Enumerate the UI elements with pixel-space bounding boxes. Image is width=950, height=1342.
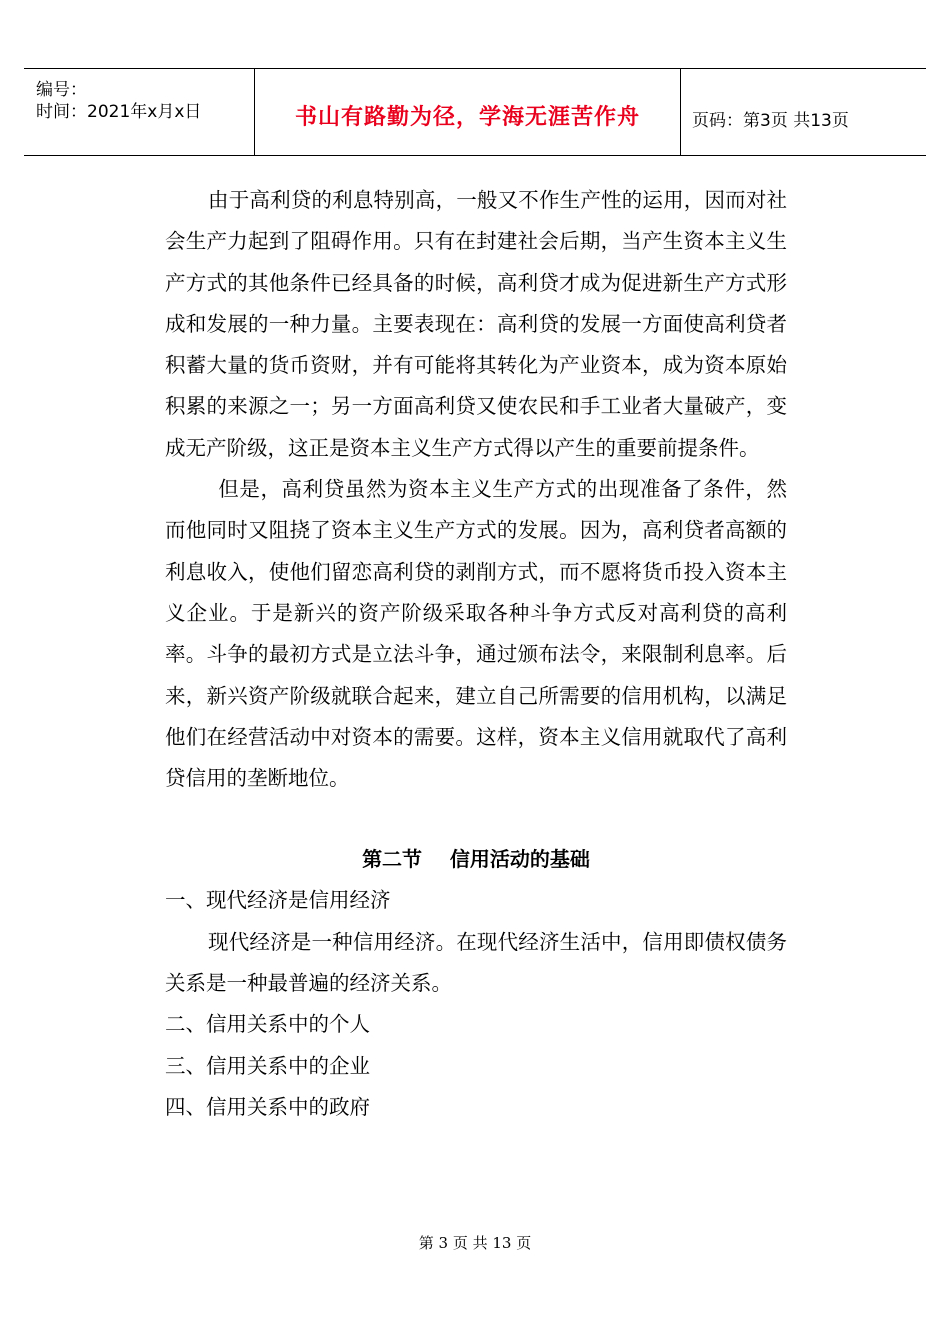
- body-paragraph-1: 由于高利贷的利息特别高，一般又不作生产性的运用，因而对社会生产力起到了阻碍作用。只有在封建社会后期，当产生资本主义生产方式的其他条件已经具备的时候，高利贷才成为促进新生产方式形成和发展的一种力量。主要表现在：高利贷的发展一方面使高利贷者积蓄大量的货币资财，并有可能将其转化为产业资本，成为资本原始积累的来源之一；另一方面高利贷又使农民和手工业者大量破产，变成无产阶级，这正是资本主义生产方式得以产生的重要前提条件。: [165, 188, 787, 460]
- page-footer: 第 3 页 共 13 页: [418, 1234, 532, 1252]
- page-header: [24, 68, 926, 156]
- header-divider-right: [680, 69, 681, 155]
- list-item-2: 二、信用关系中的个人: [165, 1012, 370, 1037]
- document-time-label: 时间：2021年x月x日: [36, 102, 202, 122]
- body-paragraph-3: 现代经济是一种信用经济。在现代经济生活中，信用即债权债务关系是一种最普遍的经济关系。: [165, 929, 787, 996]
- body-paragraph-2: 但是，高利贷虽然为资本主义生产方式的出现准备了条件，然而他同时又阻挠了资本主义生产方式的发展。因为，高利贷者高额的利息收入，使他们留恋高利贷的剥削方式，而不愿将货币投入资本主义企业。于是新兴的资产阶级采取各种斗争方式反对高利贷的高利率。斗争的最初方式是立法斗争，通过颁布法令，来限制利息率。后来，新兴资产阶级就联合起来，建立自己所需要的信用机构，以满足他们在经营活动中对资本的需要。这样，资本主义信用就取代了高利贷信用的垄断地位。: [165, 477, 787, 791]
- section-title: 第二节 信用活动的基础: [362, 847, 590, 872]
- list-item-3: 三、信用关系中的企业: [165, 1053, 370, 1078]
- document-number-label: 编号：: [36, 80, 87, 100]
- document-body: [165, 180, 787, 1128]
- list-item-1: 一、现代经济是信用经济: [165, 888, 391, 913]
- header-motto: 书山有路勤为径，学海无涯苦作舟: [294, 105, 640, 130]
- header-meta: [36, 79, 201, 123]
- header-page-info: 页码：第3页 共13页: [692, 111, 849, 131]
- list-item-4: 四、信用关系中的政府: [165, 1094, 370, 1119]
- spacer: [165, 799, 787, 839]
